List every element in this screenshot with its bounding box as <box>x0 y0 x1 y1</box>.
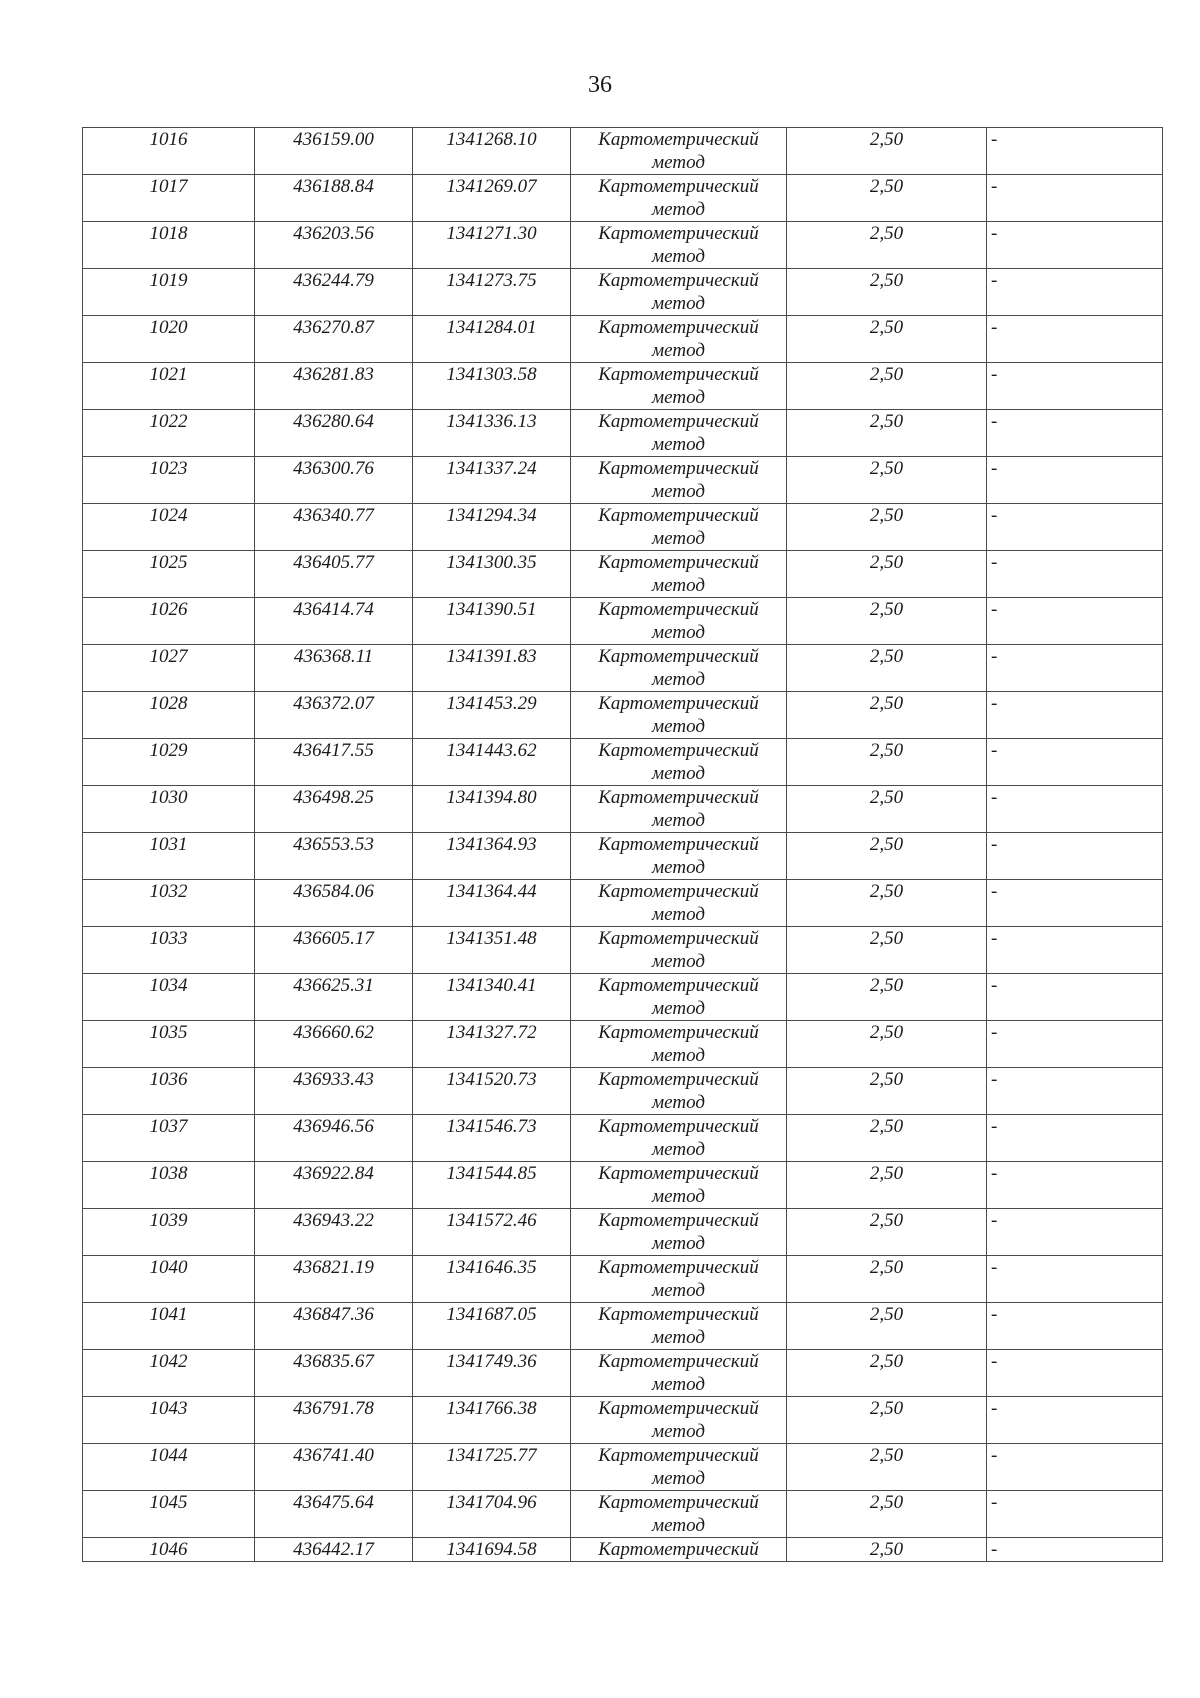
y-coordinate-cell: 1341271.30 <box>413 222 571 269</box>
table-row <box>83 1162 1163 1209</box>
accuracy-cell: 2,50 <box>787 1021 987 1068</box>
note-cell: - <box>987 598 1163 645</box>
method-cell: Картометрический метод <box>571 880 787 927</box>
note-cell: - <box>987 974 1163 1021</box>
y-coordinate-cell: 1341766.38 <box>413 1397 571 1444</box>
y-coordinate-cell: 1341520.73 <box>413 1068 571 1115</box>
x-coordinate-cell: 436605.17 <box>255 927 413 974</box>
note-cell: - <box>987 692 1163 739</box>
point-number-cell: 1030 <box>83 786 255 833</box>
note-cell: - <box>987 645 1163 692</box>
note-cell: - <box>987 551 1163 598</box>
point-number-cell: 1045 <box>83 1491 255 1538</box>
table-row <box>83 1021 1163 1068</box>
note-cell: - <box>987 786 1163 833</box>
x-coordinate-cell: 436300.76 <box>255 457 413 504</box>
point-number-cell: 1039 <box>83 1209 255 1256</box>
point-number-cell: 1031 <box>83 833 255 880</box>
x-coordinate-cell: 436340.77 <box>255 504 413 551</box>
method-cell: Картометрический метод <box>571 1397 787 1444</box>
point-number-cell: 1019 <box>83 269 255 316</box>
point-number-cell: 1028 <box>83 692 255 739</box>
point-number-cell: 1041 <box>83 1303 255 1350</box>
y-coordinate-cell: 1341725.77 <box>413 1444 571 1491</box>
x-coordinate-cell: 436442.17 <box>255 1538 413 1562</box>
y-coordinate-cell: 1341646.35 <box>413 1256 571 1303</box>
note-cell: - <box>987 1162 1163 1209</box>
x-coordinate-cell: 436922.84 <box>255 1162 413 1209</box>
method-cell: Картометрический метод <box>571 1021 787 1068</box>
table-row <box>83 1491 1163 1538</box>
method-cell: Картометрический метод <box>571 269 787 316</box>
y-coordinate-cell: 1341694.58 <box>413 1538 571 1562</box>
point-number-cell: 1025 <box>83 551 255 598</box>
accuracy-cell: 2,50 <box>787 786 987 833</box>
note-cell: - <box>987 504 1163 551</box>
table-row <box>83 457 1163 504</box>
point-number-cell: 1017 <box>83 175 255 222</box>
point-number-cell: 1016 <box>83 128 255 175</box>
x-coordinate-cell: 436417.55 <box>255 739 413 786</box>
method-cell: Картометрический метод <box>571 833 787 880</box>
x-coordinate-cell: 436405.77 <box>255 551 413 598</box>
note-cell: - <box>987 1444 1163 1491</box>
accuracy-cell: 2,50 <box>787 739 987 786</box>
note-cell: - <box>987 927 1163 974</box>
method-cell: Картометрический метод <box>571 692 787 739</box>
accuracy-cell: 2,50 <box>787 128 987 175</box>
point-number-cell: 1035 <box>83 1021 255 1068</box>
x-coordinate-cell: 436281.83 <box>255 363 413 410</box>
note-cell: - <box>987 128 1163 175</box>
note-cell: - <box>987 1491 1163 1538</box>
x-coordinate-cell: 436847.36 <box>255 1303 413 1350</box>
accuracy-cell: 2,50 <box>787 1115 987 1162</box>
y-coordinate-cell: 1341687.05 <box>413 1303 571 1350</box>
y-coordinate-cell: 1341351.48 <box>413 927 571 974</box>
y-coordinate-cell: 1341453.29 <box>413 692 571 739</box>
x-coordinate-cell: 436741.40 <box>255 1444 413 1491</box>
x-coordinate-cell: 436584.06 <box>255 880 413 927</box>
point-number-cell: 1032 <box>83 880 255 927</box>
point-number-cell: 1021 <box>83 363 255 410</box>
accuracy-cell: 2,50 <box>787 410 987 457</box>
method-cell: Картометрический метод <box>571 316 787 363</box>
y-coordinate-cell: 1341749.36 <box>413 1350 571 1397</box>
table-row <box>83 363 1163 410</box>
table-row <box>83 692 1163 739</box>
note-cell: - <box>987 833 1163 880</box>
accuracy-cell: 2,50 <box>787 457 987 504</box>
accuracy-cell: 2,50 <box>787 1350 987 1397</box>
accuracy-cell: 2,50 <box>787 833 987 880</box>
table-row <box>83 833 1163 880</box>
table-row <box>83 1115 1163 1162</box>
method-cell: Картометрический метод <box>571 175 787 222</box>
x-coordinate-cell: 436203.56 <box>255 222 413 269</box>
y-coordinate-cell: 1341300.35 <box>413 551 571 598</box>
x-coordinate-cell: 436625.31 <box>255 974 413 1021</box>
accuracy-cell: 2,50 <box>787 645 987 692</box>
note-cell: - <box>987 739 1163 786</box>
y-coordinate-cell: 1341546.73 <box>413 1115 571 1162</box>
note-cell: - <box>987 1397 1163 1444</box>
y-coordinate-cell: 1341294.34 <box>413 504 571 551</box>
x-coordinate-cell: 436660.62 <box>255 1021 413 1068</box>
accuracy-cell: 2,50 <box>787 692 987 739</box>
accuracy-cell: 2,50 <box>787 222 987 269</box>
table-row <box>83 1444 1163 1491</box>
y-coordinate-cell: 1341391.83 <box>413 645 571 692</box>
accuracy-cell: 2,50 <box>787 927 987 974</box>
point-number-cell: 1044 <box>83 1444 255 1491</box>
accuracy-cell: 2,50 <box>787 269 987 316</box>
note-cell: - <box>987 1115 1163 1162</box>
table-row <box>83 1256 1163 1303</box>
point-number-cell: 1043 <box>83 1397 255 1444</box>
table-row <box>83 880 1163 927</box>
x-coordinate-cell: 436159.00 <box>255 128 413 175</box>
note-cell: - <box>987 410 1163 457</box>
point-number-cell: 1026 <box>83 598 255 645</box>
point-number-cell: 1042 <box>83 1350 255 1397</box>
accuracy-cell: 2,50 <box>787 504 987 551</box>
accuracy-cell: 2,50 <box>787 1491 987 1538</box>
method-cell: Картометрический метод <box>571 222 787 269</box>
note-cell: - <box>987 1538 1163 1562</box>
method-cell: Картометрический метод <box>571 598 787 645</box>
accuracy-cell: 2,50 <box>787 880 987 927</box>
y-coordinate-cell: 1341704.96 <box>413 1491 571 1538</box>
x-coordinate-cell: 436498.25 <box>255 786 413 833</box>
x-coordinate-cell: 436821.19 <box>255 1256 413 1303</box>
point-number-cell: 1040 <box>83 1256 255 1303</box>
point-number-cell: 1038 <box>83 1162 255 1209</box>
x-coordinate-cell: 436553.53 <box>255 833 413 880</box>
y-coordinate-cell: 1341268.10 <box>413 128 571 175</box>
table-row <box>83 175 1163 222</box>
method-cell: Картометрический метод <box>571 457 787 504</box>
point-number-cell: 1037 <box>83 1115 255 1162</box>
point-number-cell: 1036 <box>83 1068 255 1115</box>
note-cell: - <box>987 457 1163 504</box>
table-row <box>83 974 1163 1021</box>
x-coordinate-cell: 436946.56 <box>255 1115 413 1162</box>
method-cell: Картометрический метод <box>571 1209 787 1256</box>
page-number: 36 <box>588 72 612 98</box>
accuracy-cell: 2,50 <box>787 1538 987 1562</box>
table-row <box>83 739 1163 786</box>
table-row <box>83 598 1163 645</box>
table-row <box>83 786 1163 833</box>
y-coordinate-cell: 1341364.93 <box>413 833 571 880</box>
accuracy-cell: 2,50 <box>787 1162 987 1209</box>
accuracy-cell: 2,50 <box>787 175 987 222</box>
y-coordinate-cell: 1341572.46 <box>413 1209 571 1256</box>
x-coordinate-cell: 436280.64 <box>255 410 413 457</box>
table-row <box>83 1538 1163 1562</box>
x-coordinate-cell: 436933.43 <box>255 1068 413 1115</box>
accuracy-cell: 2,50 <box>787 1303 987 1350</box>
table-row <box>83 1350 1163 1397</box>
note-cell: - <box>987 175 1163 222</box>
point-number-cell: 1018 <box>83 222 255 269</box>
accuracy-cell: 2,50 <box>787 974 987 1021</box>
method-cell: Картометрический метод <box>571 1162 787 1209</box>
table-body <box>83 128 1163 1562</box>
point-number-cell: 1033 <box>83 927 255 974</box>
table-row <box>83 551 1163 598</box>
method-cell: Картометрический метод <box>571 551 787 598</box>
table-row <box>83 1068 1163 1115</box>
method-cell: Картометрический метод <box>571 927 787 974</box>
note-cell: - <box>987 269 1163 316</box>
y-coordinate-cell: 1341390.51 <box>413 598 571 645</box>
table-row <box>83 1303 1163 1350</box>
table-row <box>83 128 1163 175</box>
point-number-cell: 1029 <box>83 739 255 786</box>
table-row <box>83 269 1163 316</box>
table-row <box>83 645 1163 692</box>
point-number-cell: 1046 <box>83 1538 255 1562</box>
accuracy-cell: 2,50 <box>787 363 987 410</box>
method-cell: Картометрический метод <box>571 974 787 1021</box>
note-cell: - <box>987 1021 1163 1068</box>
y-coordinate-cell: 1341303.58 <box>413 363 571 410</box>
table-row <box>83 1209 1163 1256</box>
method-cell: Картометрический метод <box>571 739 787 786</box>
note-cell: - <box>987 222 1163 269</box>
method-cell: Картометрический метод <box>571 1350 787 1397</box>
x-coordinate-cell: 436835.67 <box>255 1350 413 1397</box>
table-row <box>83 410 1163 457</box>
method-cell: Картометрический метод <box>571 1491 787 1538</box>
note-cell: - <box>987 1068 1163 1115</box>
note-cell: - <box>987 1256 1163 1303</box>
method-cell: Картометрический метод <box>571 504 787 551</box>
x-coordinate-cell: 436372.07 <box>255 692 413 739</box>
method-cell: Картометрический метод <box>571 1303 787 1350</box>
x-coordinate-cell: 436414.74 <box>255 598 413 645</box>
method-cell: Картометрический метод <box>571 1115 787 1162</box>
method-cell: Картометрический метод <box>571 1256 787 1303</box>
note-cell: - <box>987 1303 1163 1350</box>
x-coordinate-cell: 436475.64 <box>255 1491 413 1538</box>
x-coordinate-cell: 436270.87 <box>255 316 413 363</box>
table-row <box>83 1397 1163 1444</box>
method-cell: Картометрический метод <box>571 128 787 175</box>
note-cell: - <box>987 1350 1163 1397</box>
table-row <box>83 222 1163 269</box>
note-cell: - <box>987 363 1163 410</box>
point-number-cell: 1023 <box>83 457 255 504</box>
y-coordinate-cell: 1341273.75 <box>413 269 571 316</box>
note-cell: - <box>987 1209 1163 1256</box>
accuracy-cell: 2,50 <box>787 1397 987 1444</box>
x-coordinate-cell: 436244.79 <box>255 269 413 316</box>
accuracy-cell: 2,50 <box>787 316 987 363</box>
point-number-cell: 1027 <box>83 645 255 692</box>
y-coordinate-cell: 1341327.72 <box>413 1021 571 1068</box>
accuracy-cell: 2,50 <box>787 1444 987 1491</box>
method-cell: Картометрический <box>571 1538 787 1562</box>
point-number-cell: 1034 <box>83 974 255 1021</box>
table-row <box>83 504 1163 551</box>
y-coordinate-cell: 1341284.01 <box>413 316 571 363</box>
table-row <box>83 927 1163 974</box>
x-coordinate-cell: 436943.22 <box>255 1209 413 1256</box>
method-cell: Картометрический метод <box>571 410 787 457</box>
y-coordinate-cell: 1341544.85 <box>413 1162 571 1209</box>
coordinates-table <box>82 127 1163 1562</box>
x-coordinate-cell: 436368.11 <box>255 645 413 692</box>
point-number-cell: 1024 <box>83 504 255 551</box>
x-coordinate-cell: 436188.84 <box>255 175 413 222</box>
method-cell: Картометрический метод <box>571 1068 787 1115</box>
y-coordinate-cell: 1341364.44 <box>413 880 571 927</box>
method-cell: Картометрический метод <box>571 1444 787 1491</box>
method-cell: Картометрический метод <box>571 786 787 833</box>
accuracy-cell: 2,50 <box>787 1256 987 1303</box>
accuracy-cell: 2,50 <box>787 598 987 645</box>
point-number-cell: 1022 <box>83 410 255 457</box>
y-coordinate-cell: 1341443.62 <box>413 739 571 786</box>
y-coordinate-cell: 1341336.13 <box>413 410 571 457</box>
accuracy-cell: 2,50 <box>787 1209 987 1256</box>
accuracy-cell: 2,50 <box>787 1068 987 1115</box>
y-coordinate-cell: 1341340.41 <box>413 974 571 1021</box>
x-coordinate-cell: 436791.78 <box>255 1397 413 1444</box>
accuracy-cell: 2,50 <box>787 551 987 598</box>
method-cell: Картометрический метод <box>571 363 787 410</box>
note-cell: - <box>987 316 1163 363</box>
y-coordinate-cell: 1341394.80 <box>413 786 571 833</box>
y-coordinate-cell: 1341337.24 <box>413 457 571 504</box>
table-row <box>83 316 1163 363</box>
point-number-cell: 1020 <box>83 316 255 363</box>
note-cell: - <box>987 880 1163 927</box>
method-cell: Картометрический метод <box>571 645 787 692</box>
y-coordinate-cell: 1341269.07 <box>413 175 571 222</box>
